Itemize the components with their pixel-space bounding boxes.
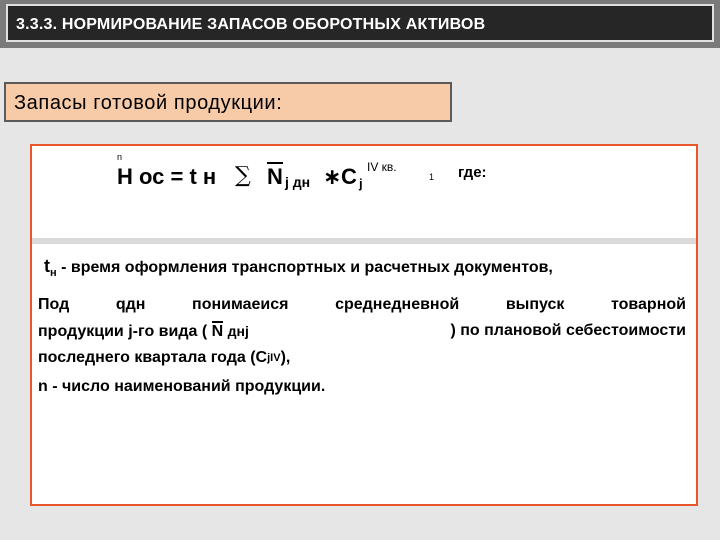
title-bar bbox=[0, 0, 720, 48]
subtitle-box bbox=[4, 82, 452, 122]
where-label: где: bbox=[458, 164, 487, 181]
n-symbol: N bbox=[267, 164, 283, 189]
n-subscript: j дн bbox=[285, 174, 311, 190]
qdn-text: последнего квартала года (С bbox=[38, 349, 268, 366]
qdn-line-2-start bbox=[38, 318, 249, 345]
qdn-line-3 bbox=[38, 345, 686, 371]
qdn-text: ) по плановой себестоимости bbox=[450, 322, 686, 339]
qdn-word: понимаеися bbox=[192, 296, 289, 313]
formula-limit-top: n bbox=[117, 152, 123, 162]
definition-tn bbox=[44, 256, 553, 279]
qdn-word: выпуск bbox=[505, 296, 565, 313]
qdn-word: среднедневной bbox=[335, 296, 460, 313]
sum-symbol: ∑ bbox=[235, 163, 251, 188]
times-symbol: ∗ bbox=[323, 164, 342, 189]
c-superscript: IV кв. bbox=[367, 160, 397, 174]
c-subscript-text: j bbox=[267, 352, 271, 364]
definition-qdn bbox=[38, 292, 686, 371]
tn-subscript: н bbox=[50, 267, 57, 280]
qdn-line-1 bbox=[38, 292, 686, 318]
tn-text: - время оформления транспортных и расчетных документов, bbox=[61, 259, 553, 276]
qdn-text: ), bbox=[280, 349, 291, 366]
c-symbol: С bbox=[341, 164, 357, 189]
content-frame bbox=[30, 144, 698, 506]
n-overbar-symbol: N bbox=[211, 323, 224, 340]
page-title: 3.3.3. НОРМИРОВАНИЕ ЗАПАСОВ ОБОРОТНЫХ АКТИВОВ bbox=[16, 16, 486, 33]
title-panel bbox=[6, 4, 714, 42]
formula-limit-bottom: 1 bbox=[429, 172, 435, 182]
subtitle: Запасы готовой продукции: bbox=[14, 92, 283, 114]
qdn-word: qдн bbox=[115, 296, 146, 313]
n-subscript-text: днj bbox=[227, 323, 249, 339]
c-subscript: j bbox=[359, 176, 363, 191]
formula-lhs: Н ос = t н bbox=[117, 164, 217, 189]
c-superscript-text: IV bbox=[270, 352, 281, 364]
divider bbox=[32, 238, 696, 244]
qdn-word: товарной bbox=[611, 296, 686, 313]
tn-symbol: t bbox=[44, 256, 50, 276]
qdn-line-2 bbox=[38, 318, 686, 345]
qdn-word: Под bbox=[38, 296, 70, 313]
qdn-text: продукции j-го вида ( bbox=[38, 323, 208, 340]
definition-n: n - число наименований продукции. bbox=[38, 378, 326, 395]
